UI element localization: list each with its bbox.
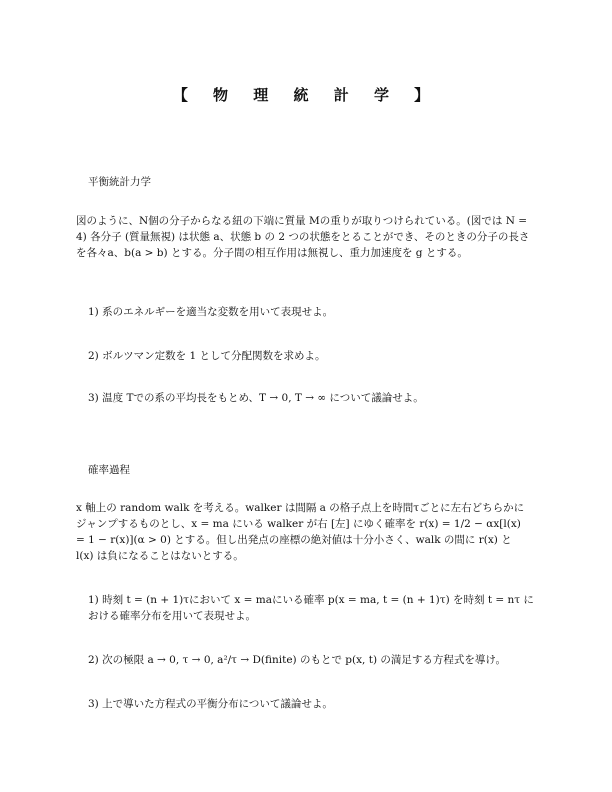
section-heading-stochastic: 確率過程 xyxy=(88,464,130,476)
section1-question-2: 2) ボルツマン定数を 1 として分配関数を求めよ。 xyxy=(88,350,326,362)
section-heading-equilibrium: 平衡統計力学 xyxy=(88,176,151,188)
section1-intro: 図のように、N個の分子からなる紐の下端に質量 Mの重りが取りつけられている。(図では N = 4) 各分子 (質量無視) は状態 a、状態 b の 2 つの状態をとることができ、そのときの分子の長さを各々a、b(a > b) とする。分子間の相互作用は無視し、重力加速度を g とする。 xyxy=(76,215,530,259)
section1-question-1: 1) 系のエネルギーを適当な変数を用いて表現せよ。 xyxy=(88,306,334,318)
page-title: 【 物 理 統 計 学 】 xyxy=(172,86,440,104)
section2-question-1: 1) 時刻 t = (n + 1)τにおいて x = maにいる確率 p(x = ma, t = (n + 1)τ) を時刻 t = nτ における確率分布を用いて表現せよ。 xyxy=(88,594,534,622)
section2-question-3: 3) 上で導いた方程式の平衡分布について議論せよ。 xyxy=(88,698,333,710)
section2-question-2: 2) 次の極限 a → 0, τ → 0, a²/τ → D(finite) のもとで p(x, t) の満足する方程式を導け。 xyxy=(88,654,506,666)
section2-intro: x 軸上の random walk を考える。walker は間隔 a の格子点上を時間τごとに左右どちらかにジャンプするものとし、x = ma にいる walker が右 [左] にゆく確率を r(x) = 1/2 − αx[l(x) = 1 − r(x)](α > 0) とする。但し出発点の座標の絶対値は十分小さく、walk の間に r(x) と l(x) は負になることはないとする。 xyxy=(76,502,525,562)
section1-question-3: 3) 温度 Tでの系の平均長をもとめ、T → 0, T → ∞ について議論せよ。 xyxy=(88,392,424,404)
